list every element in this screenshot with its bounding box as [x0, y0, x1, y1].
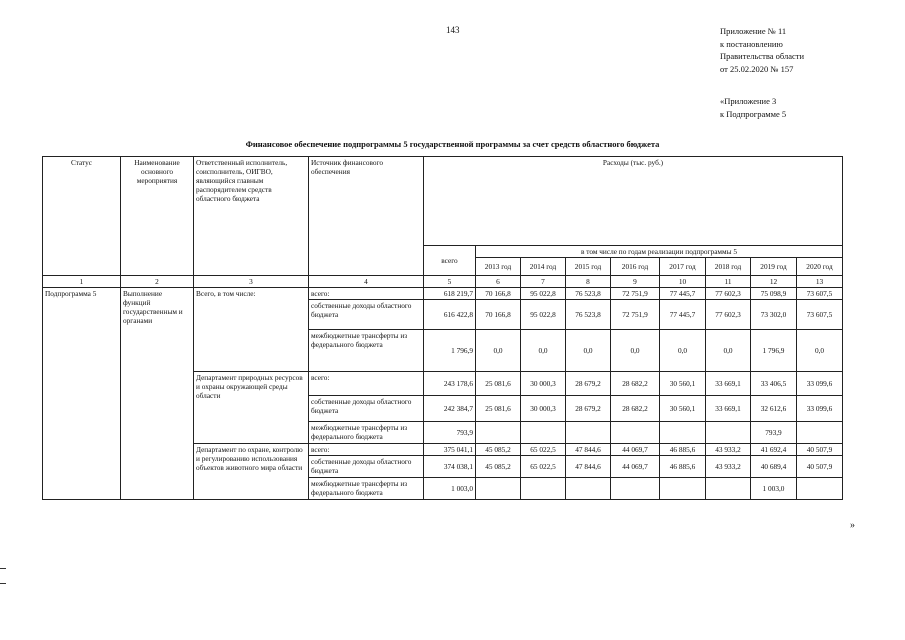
- source-cell: всего:: [309, 288, 424, 300]
- value-cell: 25 081,6: [476, 396, 521, 422]
- value-cell: 0,0: [476, 330, 521, 372]
- source-cell: всего:: [309, 444, 424, 456]
- column-number: 13: [797, 276, 843, 288]
- value-cell: 77 445,7: [660, 288, 706, 300]
- value-cell: [476, 422, 521, 444]
- column-number: 10: [660, 276, 706, 288]
- header-year: 2020 год: [797, 258, 843, 276]
- value-cell: 0,0: [797, 330, 843, 372]
- appendix-line: к постановлению: [720, 38, 783, 49]
- value-cell: 243 178,6: [424, 372, 476, 396]
- value-cell: 76 523,8: [566, 288, 611, 300]
- value-cell: 95 022,8: [521, 288, 566, 300]
- closing-quote: »: [850, 520, 855, 531]
- header-year: 2017 год: [660, 258, 706, 276]
- value-cell: 33 099,6: [797, 396, 843, 422]
- document-title: Финансовое обеспечение подпрограммы 5 государственной программы за счет средств областного бюджета: [245, 139, 660, 149]
- value-cell: 46 885,6: [660, 456, 706, 478]
- executor-cell: Департамент по охране, контролю и регулированию использования объектов животного мира области: [194, 444, 309, 500]
- value-cell: 32 612,6: [751, 396, 797, 422]
- value-cell: 72 751,9: [611, 300, 660, 330]
- value-cell: 40 507,9: [797, 456, 843, 478]
- value-cell: [566, 478, 611, 500]
- column-number: 12: [751, 276, 797, 288]
- value-cell: 73 302,0: [751, 300, 797, 330]
- value-cell: 30 560,1: [660, 396, 706, 422]
- header-executor: Ответственный исполнитель, соисполнитель, ОИГВО, являющийся главным распорядителем средств областного бюджета: [194, 157, 309, 276]
- appendix-line: от 25.02.2020 № 157: [720, 63, 794, 74]
- value-cell: [706, 422, 751, 444]
- value-cell: 76 523,8: [566, 300, 611, 330]
- page-number: 143: [446, 25, 460, 35]
- value-cell: [706, 478, 751, 500]
- value-cell: 40 689,4: [751, 456, 797, 478]
- value-cell: 1 003,0: [424, 478, 476, 500]
- header-total: всего: [424, 246, 476, 276]
- value-cell: 28 682,2: [611, 396, 660, 422]
- source-cell: межбюджетные трансферты из федерального бюджета: [309, 330, 424, 372]
- column-number: 2: [121, 276, 194, 288]
- header-year: 2016 год: [611, 258, 660, 276]
- column-number: 3: [194, 276, 309, 288]
- value-cell: 70 166,8: [476, 288, 521, 300]
- value-cell: 43 933,2: [706, 444, 751, 456]
- value-cell: 33 099,6: [797, 372, 843, 396]
- column-number: 1: [43, 276, 121, 288]
- value-cell: 375 041,1: [424, 444, 476, 456]
- value-cell: 40 507,9: [797, 444, 843, 456]
- header-year: 2013 год: [476, 258, 521, 276]
- header-expenses: Расходы (тыс. руб.): [424, 157, 843, 246]
- source-cell: всего:: [309, 372, 424, 396]
- value-cell: [797, 478, 843, 500]
- header-year: 2014 год: [521, 258, 566, 276]
- header-year: 2015 год: [566, 258, 611, 276]
- value-cell: 618 219,7: [424, 288, 476, 300]
- value-cell: 30 000,3: [521, 372, 566, 396]
- value-cell: [476, 478, 521, 500]
- header-source: Источник финансового обеспечения: [309, 157, 424, 276]
- value-cell: 75 098,9: [751, 288, 797, 300]
- value-cell: 793,9: [751, 422, 797, 444]
- value-cell: 46 885,6: [660, 444, 706, 456]
- value-cell: 77 602,3: [706, 288, 751, 300]
- value-cell: 70 166,8: [476, 300, 521, 330]
- finance-table: [42, 156, 843, 500]
- column-number-row: [43, 276, 843, 288]
- value-cell: 77 445,7: [660, 300, 706, 330]
- header-name: Наименование основного мероприятия: [121, 157, 194, 276]
- value-cell: 0,0: [611, 330, 660, 372]
- value-cell: 1 796,9: [751, 330, 797, 372]
- table-row: [43, 288, 843, 300]
- column-number: 9: [611, 276, 660, 288]
- value-cell: 0,0: [566, 330, 611, 372]
- appendix-line: к Подпрограмме 5: [720, 108, 787, 119]
- value-cell: 33 669,1: [706, 372, 751, 396]
- value-cell: 72 751,9: [611, 288, 660, 300]
- value-cell: 0,0: [706, 330, 751, 372]
- program-name: Выполнение функций государственным и органами: [121, 288, 194, 500]
- source-cell: собственные доходы областного бюджета: [309, 396, 424, 422]
- source-cell: межбюджетные трансферты из федерального бюджета: [309, 422, 424, 444]
- value-cell: [521, 422, 566, 444]
- value-cell: 47 844,6: [566, 444, 611, 456]
- source-cell: собственные доходы областного бюджета: [309, 456, 424, 478]
- margin-mark: [0, 583, 6, 584]
- value-cell: 0,0: [660, 330, 706, 372]
- value-cell: 1 796,9: [424, 330, 476, 372]
- value-cell: 616 422,8: [424, 300, 476, 330]
- appendix-line: «Приложение 3: [720, 96, 777, 106]
- appendix-line: Правительства области: [720, 51, 805, 61]
- margin-mark: [0, 568, 6, 569]
- value-cell: 65 022,5: [521, 456, 566, 478]
- value-cell: 44 069,7: [611, 456, 660, 478]
- column-number: 11: [706, 276, 751, 288]
- appendix-line: Приложение № 11: [720, 26, 787, 36]
- value-cell: [660, 478, 706, 500]
- header-status: Статус: [43, 157, 121, 276]
- value-cell: 30 000,3: [521, 396, 566, 422]
- value-cell: [797, 422, 843, 444]
- value-cell: 30 560,1: [660, 372, 706, 396]
- value-cell: 65 022,5: [521, 444, 566, 456]
- value-cell: [611, 422, 660, 444]
- header-year: 2018 год: [706, 258, 751, 276]
- executor-cell: Департамент природных ресурсов и охраны окружающей среды области: [194, 372, 309, 444]
- value-cell: [611, 478, 660, 500]
- value-cell: 242 384,7: [424, 396, 476, 422]
- value-cell: 47 844,6: [566, 456, 611, 478]
- value-cell: [521, 478, 566, 500]
- value-cell: 33 406,5: [751, 372, 797, 396]
- value-cell: 45 085,2: [476, 456, 521, 478]
- appendix-block-2: [720, 95, 786, 120]
- value-cell: 1 003,0: [751, 478, 797, 500]
- value-cell: 28 679,2: [566, 372, 611, 396]
- executor-cell: Всего, в том числе:: [194, 288, 309, 372]
- column-number: 6: [476, 276, 521, 288]
- column-number: 4: [309, 276, 424, 288]
- value-cell: 73 607,5: [797, 288, 843, 300]
- value-cell: 28 679,2: [566, 396, 611, 422]
- value-cell: [660, 422, 706, 444]
- value-cell: 793,9: [424, 422, 476, 444]
- column-number: 5: [424, 276, 476, 288]
- value-cell: 44 069,7: [611, 444, 660, 456]
- program-status: Подпрограмма 5: [43, 288, 121, 500]
- value-cell: 43 933,2: [706, 456, 751, 478]
- source-cell: собственные доходы областного бюджета: [309, 300, 424, 330]
- value-cell: 95 022,8: [521, 300, 566, 330]
- column-number: 8: [566, 276, 611, 288]
- value-cell: [566, 422, 611, 444]
- value-cell: 41 692,4: [751, 444, 797, 456]
- value-cell: 25 081,6: [476, 372, 521, 396]
- value-cell: 374 038,1: [424, 456, 476, 478]
- value-cell: 28 682,2: [611, 372, 660, 396]
- appendix-block: [720, 25, 804, 75]
- value-cell: 0,0: [521, 330, 566, 372]
- value-cell: 77 602,3: [706, 300, 751, 330]
- value-cell: 33 669,1: [706, 396, 751, 422]
- header-by-years: в том числе по годам реализации подпрограммы 5: [476, 246, 843, 258]
- column-number: 7: [521, 276, 566, 288]
- source-cell: межбюджетные трансферты из федерального бюджета: [309, 478, 424, 500]
- header-year: 2019 год: [751, 258, 797, 276]
- value-cell: 45 085,2: [476, 444, 521, 456]
- value-cell: 73 607,5: [797, 300, 843, 330]
